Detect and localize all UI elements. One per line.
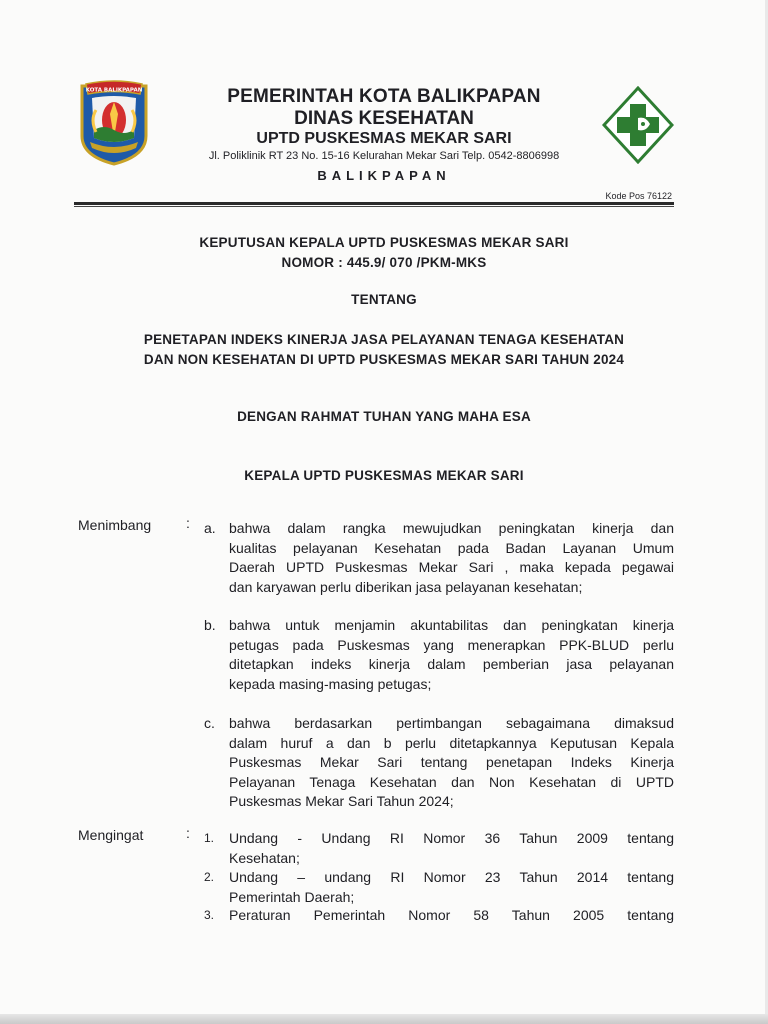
item-marker: a. [204, 520, 216, 536]
item-line: bahwa untuk menjamin akuntabilitas dan peningkatan kinerja [229, 617, 674, 633]
decree-subject-line1: PENETAPAN INDEKS KINERJA JASA PELAYANAN TENAGA KESEHATAN [143, 332, 625, 347]
mengingat-item [204, 868, 674, 907]
decree-blessing: DENGAN RAHMAT TUHAN YANG MAHA ESA [237, 409, 531, 424]
mengingat-label: Mengingat [78, 827, 144, 843]
item-line: bahwa berdasarkan pertimbangan sebagaimana dimaksud [229, 715, 674, 731]
mengingat-item [204, 906, 674, 926]
letterhead-city: BALIKPAPAN [317, 168, 451, 183]
menimbang-item [204, 616, 674, 694]
letterhead-department: DINAS KESEHATAN [294, 108, 474, 129]
item-marker: 3. [204, 908, 215, 922]
item-line: Puskesmas Mekar Sari tentang penetapan Indeks Kinerja [229, 754, 674, 770]
item-line: dalam huruf a dan b perlu ditetapkannya Keputusan Kepala [229, 734, 674, 751]
decree-title: KEPUTUSAN KEPALA UPTD PUSKESMAS MEKAR SARI [199, 235, 569, 250]
letterhead-postal-code: Kode Pos 76122 [605, 191, 672, 201]
item-line: Pemerintah Daerah; [229, 888, 355, 905]
letterhead-rule-thin [74, 206, 674, 207]
item-line: ditetapkan indeks kinerja dalam pemberian jasa pelayanan [229, 656, 674, 672]
item-line: Puskesmas Mekar Sari Tahun 2024; [229, 793, 454, 809]
item-line: bahwa dalam rangka mewujudkan peningkatan kinerja dan [229, 520, 674, 536]
item-line: Kesehatan; [229, 849, 300, 866]
letterhead-unit: UPTD PUSKESMAS MEKAR SARI [256, 130, 512, 147]
decree-about: TENTANG [351, 292, 417, 307]
crest-text: KOTA BALIKPAPAN [85, 87, 143, 94]
decree-issuer: KEPALA UPTD PUSKESMAS MEKAR SARI [244, 468, 524, 483]
mengingat-colon: : [186, 825, 190, 841]
decree-subject-line2: DAN NON KESEHATAN DI UPTD PUSKESMAS MEKAR SARI TAHUN 2024 [143, 352, 625, 367]
item-line: petugas pada Puskesmas yang menerapkan PPK-BLUD perlu [229, 636, 674, 653]
menimbang-item [204, 714, 674, 812]
letterhead-address: Jl. Poliklinik RT 23 No. 15-16 Kelurahan Mekar Sari Telp. 0542-8806998 [208, 150, 560, 162]
item-line: Peraturan Pemerintah Nomor 58 Tahun 2005 tentang [229, 907, 674, 923]
item-line: Daerah UPTD Puskesmas Mekar Sari , maka kepada pegawai [229, 559, 674, 575]
menimbang-item [204, 519, 674, 597]
item-marker: 1. [204, 831, 215, 845]
item-line: kepada masing-masing petugas; [229, 675, 432, 692]
scan-edge-bottom [0, 1014, 768, 1024]
letterhead-rule-thick [74, 202, 674, 205]
decree-number: NOMOR : 445.9/ 070 /PKM-MKS [281, 255, 487, 270]
item-line: Pelayanan Tenaga Kesehatan dan Non Kesehatan di UPTD [229, 773, 674, 790]
letterhead-government: PEMERINTAH KOTA BALIKPAPAN [227, 86, 541, 107]
item-marker: c. [204, 715, 215, 731]
menimbang-label: Menimbang [78, 517, 152, 533]
menimbang-colon: : [186, 515, 190, 531]
item-line: Undang - Undang RI Nomor 36 Tahun 2009 tentang [229, 830, 674, 846]
mengingat-item [204, 829, 674, 868]
item-marker: 2. [204, 870, 215, 884]
item-line: dan karyawan perlu diberikan jasa pelayanan kesehatan; [229, 578, 583, 595]
item-line: Undang – undang RI Nomor 23 Tahun 2014 tentang [229, 869, 674, 885]
item-marker: b. [204, 617, 216, 633]
item-line: kualitas pelayanan Kesehatan pada Badan Layanan Umum [229, 539, 674, 556]
